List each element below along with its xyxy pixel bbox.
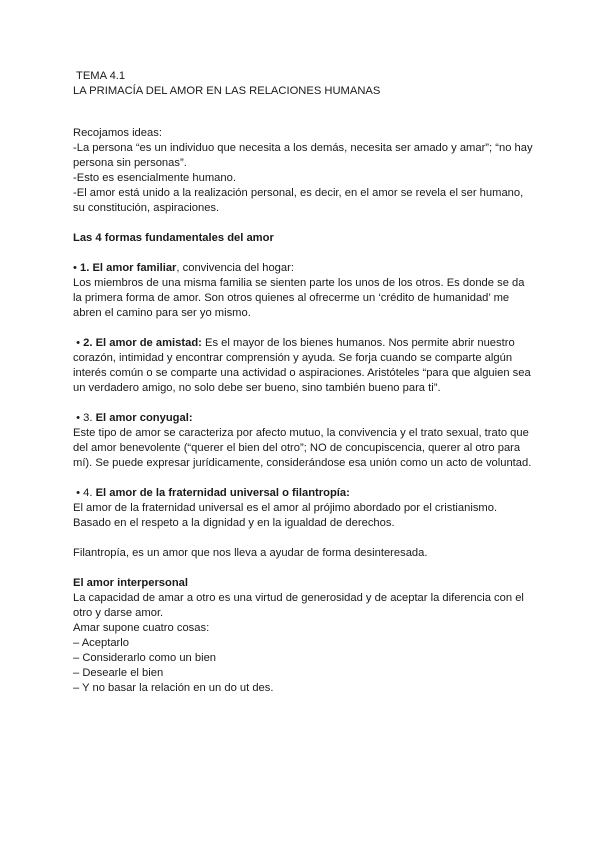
forma-4-bold: El amor de la fraternidad universal o filantropía: bbox=[95, 487, 350, 499]
spacer bbox=[73, 321, 535, 336]
spacer bbox=[73, 246, 535, 261]
list-item: – Aceptarlo bbox=[73, 637, 129, 649]
forma-2-rest: Es el mayor de los bienes humanos. Nos permite abrir nuestro corazón, intimidad y encontrar comprensión y ayuda. Se forja cuando se comparte algún interés común o se comparte una actividad o aspiraciones. Aristóteles “para que alguien sea un verdadero amigo, no solo debe ser bueno, sino también bueno para ti”. bbox=[73, 337, 531, 394]
spacer bbox=[73, 471, 535, 486]
spacer bbox=[73, 114, 535, 126]
forma-4-body: El amor de la fraternidad universal es el amor al prójimo abordado por el cristianismo. Basado en el respeto a la dignidad y en la igualdad de derechos. bbox=[73, 502, 498, 529]
forma-3-body: Este tipo de amor se caracteriza por afecto mutuo, la convivencia y el trato sexual, trato que del amor benevolente (“querer el bien del otro”; NO de concupiscencia, querer al otro para mí). Se puede expresar jurídicamente, considerándose esa unión como un acto de voluntad. bbox=[73, 427, 532, 469]
interpersonal-body: La capacidad de amar a otro es una virtud de generosidad y de aceptar la diferencia con el otro y darse amor. bbox=[73, 592, 524, 619]
interpersonal-heading bbox=[73, 576, 535, 591]
recojamos-line-1: -La persona “es un individuo que necesita a los demás, necesita ser amado y amar”; “no hay persona sin personas”. bbox=[73, 142, 533, 169]
bullet: • 3. bbox=[73, 412, 96, 424]
forma-3-title bbox=[73, 411, 535, 426]
spacer bbox=[73, 531, 535, 546]
forma-2-paragraph bbox=[73, 336, 535, 396]
document-page bbox=[73, 69, 535, 696]
recojamos-line-3: -El amor está unido a la realización personal, es decir, en el amor se revela el ser humano, su constitución, aspiraciones. bbox=[73, 187, 524, 214]
bullet: • bbox=[73, 262, 81, 274]
spacer bbox=[73, 99, 535, 114]
forma-1-rest: , convivencia del hogar: bbox=[176, 262, 294, 274]
spacer bbox=[73, 561, 535, 576]
spacer bbox=[73, 396, 535, 411]
tema-label: TEMA 4.1 bbox=[76, 70, 126, 82]
document-title: LA PRIMACÍA DEL AMOR EN LAS RELACIONES HUMANAS bbox=[73, 85, 381, 97]
forma-4-title bbox=[73, 486, 535, 501]
forma-1-title bbox=[73, 261, 535, 276]
forma-1-bold: 1. El amor familiar bbox=[80, 262, 177, 274]
bullet: • bbox=[73, 337, 84, 349]
recojamos-line-2: -Esto es esencialmente humano. bbox=[73, 172, 236, 184]
formas-heading bbox=[73, 231, 535, 246]
recojamos-heading: Recojamos ideas: bbox=[73, 127, 162, 139]
list-item: – Desearle el bien bbox=[73, 667, 164, 679]
list-item: – Considerarlo como un bien bbox=[73, 652, 217, 664]
forma-3-bold: El amor conyugal: bbox=[95, 412, 193, 424]
formas-heading-text: Las 4 formas fundamentales del amor bbox=[73, 232, 274, 244]
interpersonal-intro: Amar supone cuatro cosas: bbox=[73, 622, 210, 634]
bullet: • 4. bbox=[73, 487, 96, 499]
spacer bbox=[73, 216, 535, 231]
filantropia-text: Filantropía, es un amor que nos lleva a ayudar de forma desinteresada. bbox=[73, 547, 428, 559]
list-item: – Y no basar la relación en un do ut des. bbox=[73, 682, 274, 694]
forma-2-bold: 2. El amor de amistad: bbox=[83, 337, 202, 349]
interpersonal-heading-text: El amor interpersonal bbox=[73, 577, 189, 589]
forma-1-body: Los miembros de una misma familia se sienten parte los unos de los otros. Es donde se da la primera forma de amor. Son otros quienes al ofrecerme un ‘crédito de humanidad’ me abren el camino para ser yo mismo. bbox=[73, 277, 525, 319]
